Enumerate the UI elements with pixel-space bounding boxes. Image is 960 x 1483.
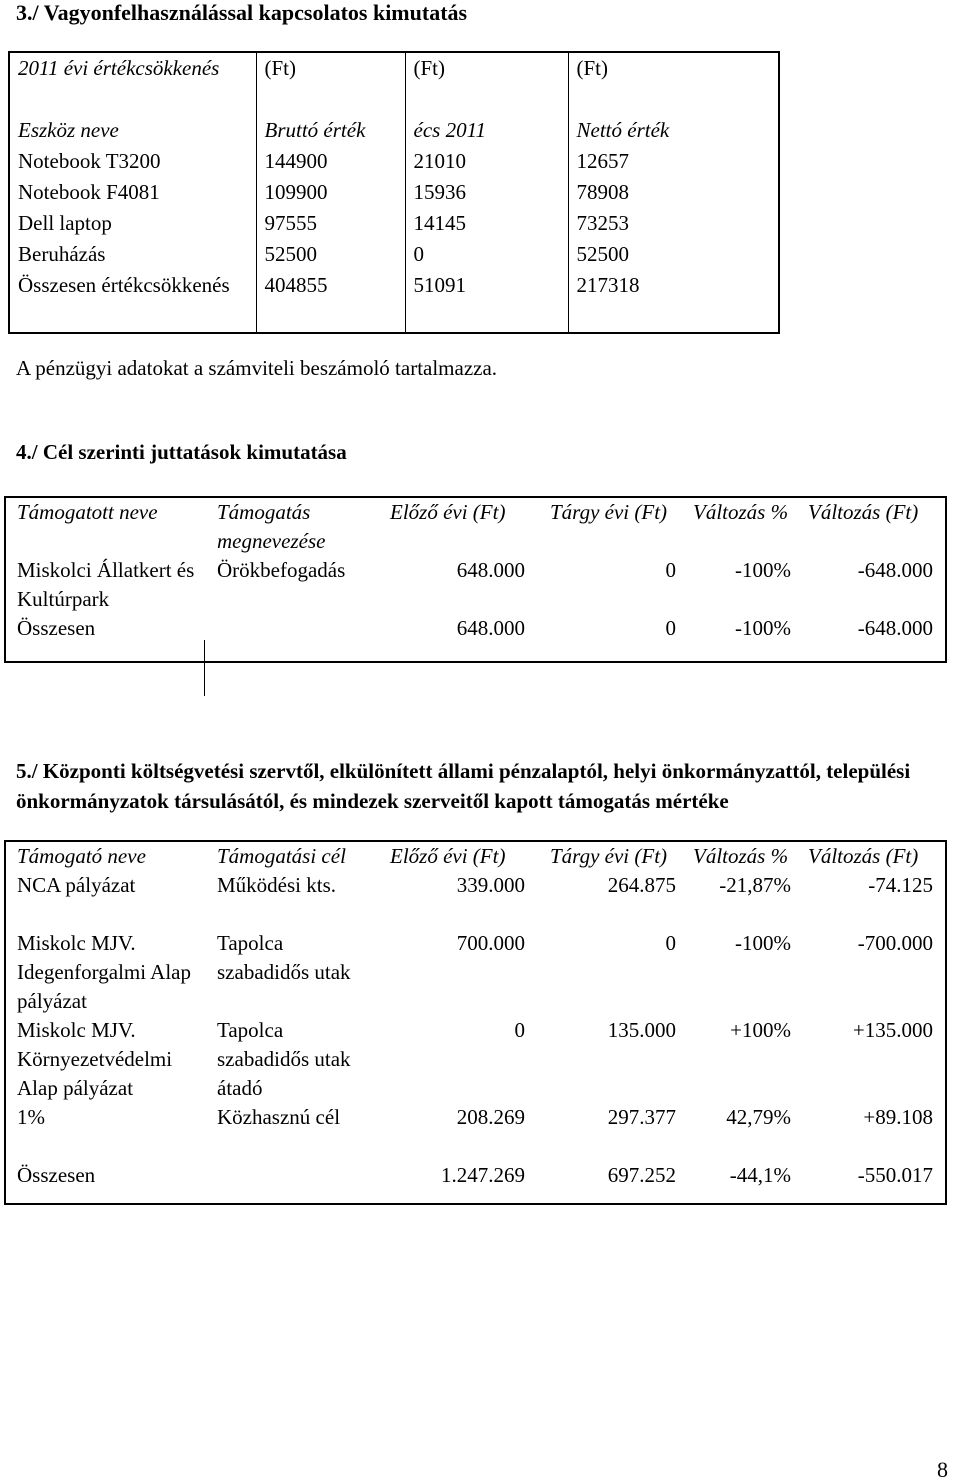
- table-header-cell: Támogatott neve: [17, 500, 158, 524]
- table-cell: 0: [405, 239, 568, 270]
- table-cell: Notebook T3200: [18, 149, 161, 173]
- table-cell: Működési kts.: [217, 873, 337, 897]
- table-row: [9, 146, 779, 177]
- table-cell: 21010: [405, 146, 568, 177]
- section-4-title: 4./ Cél szerinti juttatások kimutatása: [16, 440, 347, 464]
- table-cell: 144900: [256, 146, 405, 177]
- table-cell: 109900: [256, 177, 405, 208]
- table-total-row: [5, 1161, 946, 1204]
- table-cell: -100%: [735, 931, 791, 955]
- table-header-cell: Változás (Ft): [808, 844, 919, 868]
- table-cell: 264.875: [607, 873, 676, 897]
- table-header-cell: (Ft): [568, 52, 779, 115]
- table-header-cell: Eszköz neve: [18, 118, 119, 142]
- table-header-cell: Bruttó érték: [256, 115, 405, 146]
- table-cell: Miskolci Állatkert és Kultúrpark: [17, 558, 195, 611]
- table-cell: Összesen: [17, 1163, 96, 1187]
- table-header-cell: (Ft): [256, 52, 405, 115]
- table-cell: 648.000: [456, 616, 525, 640]
- table-cell: NCA pályázat: [17, 873, 136, 897]
- table-cell: 0: [665, 558, 676, 582]
- table-cell: -700.000: [857, 931, 933, 955]
- table-cell: 73253: [568, 208, 779, 239]
- table-cell: -648.000: [857, 616, 933, 640]
- table-cell: Örökbefogadás: [217, 558, 346, 582]
- table-cell: Összesen értékcsökkenés: [18, 273, 230, 297]
- table-cell: Dell laptop: [18, 211, 112, 235]
- table-header-cell: Támogatási cél: [217, 844, 346, 868]
- table-header-cell: Előző évi (Ft): [390, 500, 506, 524]
- table-header-cell: Támogatás megnevezése: [217, 500, 326, 553]
- table-divider: [204, 640, 205, 696]
- asset-depreciation-table: [8, 51, 780, 334]
- table-cell: -550.017: [857, 1163, 933, 1187]
- table-cell: Közhasznú cél: [217, 1105, 341, 1129]
- table-header-row: [9, 115, 779, 146]
- table-row: [5, 1103, 946, 1161]
- table-header-cell: Változás %: [693, 500, 789, 524]
- table-cell: 14145: [405, 208, 568, 239]
- table-cell: 1.247.269: [441, 1163, 525, 1187]
- table-header-row: [9, 52, 779, 115]
- section-5-title: 5./ Központi költségvetési szervtől, elkülönített állami pénzalaptól, helyi önkormányzattól, települési önkormányzatok társulásától, és mindezek szerveitől kapott támogatás mértéke: [16, 759, 911, 813]
- table-cell: 12657: [568, 146, 779, 177]
- table-cell: Beruházás: [18, 242, 106, 266]
- table-cell: Tapolca szabadidős utak: [217, 931, 351, 984]
- table-header-cell: Tárgy évi (Ft): [550, 500, 668, 524]
- section-3-title: 3./ Vagyonfelhasználással kapcsolatos kimutatás: [16, 0, 468, 25]
- table-cell: -100%: [735, 616, 791, 640]
- table-cell: 15936: [405, 177, 568, 208]
- table-cell: 78908: [568, 177, 779, 208]
- table-total-row: [5, 614, 946, 662]
- table-row: [9, 239, 779, 270]
- table-cell: Összesen: [17, 616, 96, 640]
- table-cell: 0: [665, 931, 676, 955]
- table-cell: 697.252: [607, 1163, 676, 1187]
- table-cell: +89.108: [863, 1105, 933, 1129]
- table-cell: 52500: [256, 239, 405, 270]
- table-cell: Miskolc MJV. Környezetvédelmi Alap pályázat: [17, 1018, 173, 1100]
- table-header-cell: (Ft): [405, 52, 568, 115]
- table-row: [5, 871, 946, 929]
- table-header-cell: écs 2011: [405, 115, 568, 146]
- table-cell: -100%: [735, 558, 791, 582]
- table-header-cell: Támogató neve: [17, 844, 146, 868]
- table-cell: 339.000: [456, 873, 525, 897]
- table-cell: 404855: [256, 270, 405, 333]
- table-row: [5, 929, 946, 1016]
- table-cell: -21,87%: [719, 873, 791, 897]
- table-header-cell: Változás %: [693, 844, 789, 868]
- table-cell: [206, 1161, 379, 1204]
- table-cell: 297.377: [607, 1105, 676, 1129]
- table-cell: -44,1%: [729, 1163, 791, 1187]
- table-cell: 0: [665, 616, 676, 640]
- table-cell: +100%: [730, 1018, 791, 1042]
- table-cell: 217318: [568, 270, 779, 333]
- table-total-row: [9, 270, 779, 333]
- table-header-row: [5, 497, 946, 556]
- table-cell: 648.000: [456, 558, 525, 582]
- table-cell: Notebook F4081: [18, 180, 160, 204]
- table-cell: 208.269: [456, 1105, 525, 1129]
- table-cell: Miskolc MJV. Idegenforgalmi Alap pályázat: [17, 931, 191, 1013]
- table-header-cell: Előző évi (Ft): [390, 844, 506, 868]
- table-row: [9, 177, 779, 208]
- table-row: [5, 556, 946, 614]
- table-cell: 1%: [17, 1105, 45, 1129]
- table-cell: Tapolca szabadidős utak átadó: [217, 1018, 351, 1100]
- table-header-cell: Nettó érték: [568, 115, 779, 146]
- note-text: A pénzügyi adatokat a számviteli beszámoló tartalmazza.: [16, 356, 498, 380]
- table-cell: 42,79%: [726, 1105, 791, 1129]
- table-row: [9, 208, 779, 239]
- table-header-cell: Változás (Ft): [808, 500, 919, 524]
- table-cell: -74.125: [868, 873, 933, 897]
- benefits-table: [4, 496, 947, 663]
- table-cell: 0: [514, 1018, 525, 1042]
- page-number: 8: [937, 1457, 948, 1482]
- table-cell: 52500: [568, 239, 779, 270]
- table-cell: +135.000: [852, 1018, 933, 1042]
- subsidies-table: [4, 840, 947, 1205]
- table-cell: 97555: [256, 208, 405, 239]
- table-header-row: [5, 841, 946, 871]
- table-cell: -648.000: [857, 558, 933, 582]
- table-header-cell: 2011 évi értékcsökkenés: [18, 56, 220, 80]
- table-row: [5, 1016, 946, 1103]
- table-header-cell: Tárgy évi (Ft): [550, 844, 668, 868]
- table-cell: 51091: [405, 270, 568, 333]
- table-cell: 700.000: [456, 931, 525, 955]
- table-cell: 135.000: [607, 1018, 676, 1042]
